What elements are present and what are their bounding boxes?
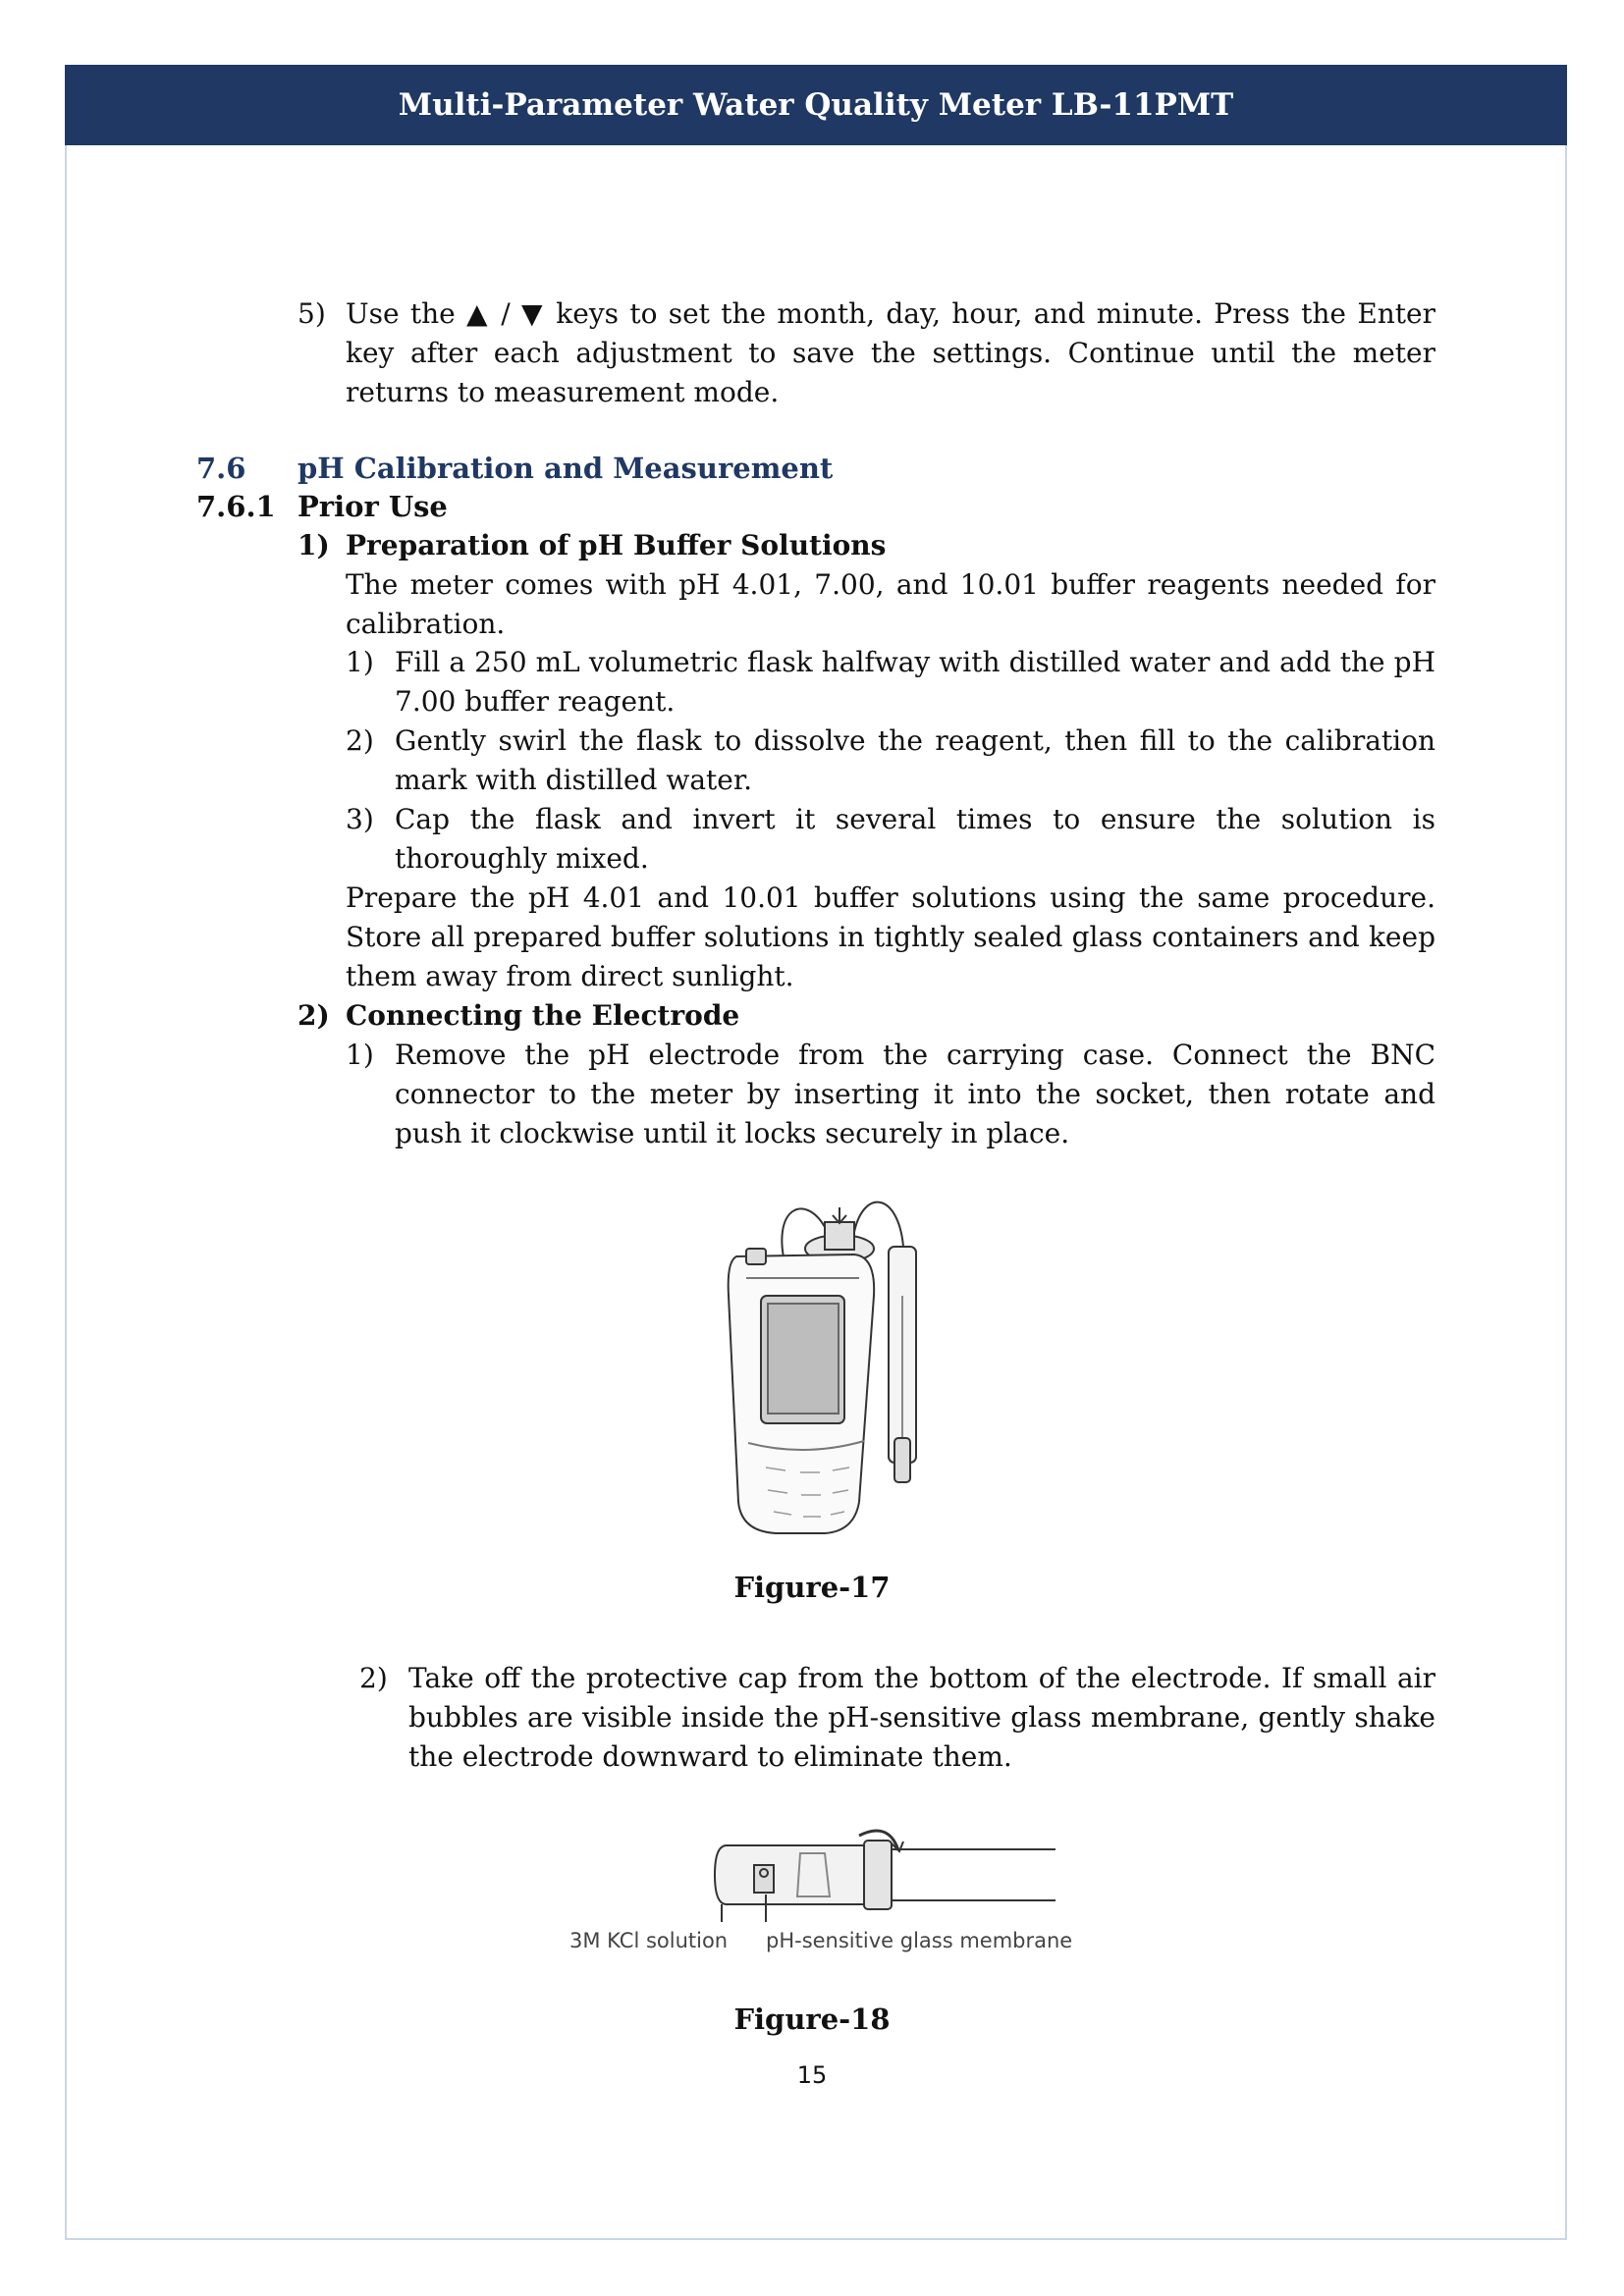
figure-caption: Figure-18 — [733, 2002, 891, 2036]
step-text: Cap the flask and invert it several times to ensure the solution is thoroughly mixed. — [395, 803, 1435, 875]
step-text: Remove the pH electrode from the carrying case. Connect the BNC connector to the meter by inserting it into the socket, then rotate and push it clockwise until it locks securely in place. — [395, 1039, 1435, 1149]
heading-title: Connecting the Electrode — [346, 999, 740, 1032]
page-number: 15 — [796, 2061, 828, 2089]
figure-caption: Figure-17 — [733, 1571, 891, 1604]
step-number: 3) — [346, 803, 374, 835]
step-number: 2) — [346, 724, 374, 757]
paragraph: Prepare the pH 4.01 and 10.01 buffer solutions using the same procedure. Store all prepared buffer solutions in tightly sealed glass containers and keep them away from direct sunlight. — [346, 881, 1435, 992]
meter-illustration — [717, 1188, 933, 1551]
heading-number: 2) — [298, 999, 330, 1032]
step-text: Gently swirl the flask to dissolve the reagent, then fill to the calibration mark with distilled water. — [395, 724, 1435, 796]
heading-title: Preparation of pH Buffer Solutions — [346, 529, 887, 561]
subsection-number: 7.6.1 — [196, 490, 276, 523]
header-title: Multi-Parameter Water Quality Meter LB-11PMT — [398, 87, 1234, 123]
step-number: 2) — [359, 1662, 388, 1694]
heading-number: 1) — [298, 529, 330, 561]
page-header — [65, 65, 1567, 145]
subsection-title: Prior Use — [298, 490, 448, 523]
step-number: 5) — [298, 297, 326, 330]
step-number: 1) — [346, 646, 374, 678]
paragraph: The meter comes with pH 4.01, 7.00, and 10.01 buffer reagents needed for calibration. — [346, 568, 1435, 640]
section-number: 7.6 — [196, 452, 246, 485]
section-title: pH Calibration and Measurement — [298, 452, 834, 485]
electrode-illustration — [707, 1826, 1060, 1924]
step-text: Use the ▲ / ▼ keys to set the month, day, hour, and minute. Press the Enter key after each adjustment to save the settings. Continue until the meter returns to measurement mode. — [346, 297, 1435, 408]
step-number: 1) — [346, 1039, 374, 1071]
figure-label: pH-sensitive glass membrane — [766, 1929, 1073, 1952]
step-text: Fill a 250 mL volumetric flask halfway with distilled water and add the pH 7.00 buffer reagent. — [395, 646, 1435, 718]
figure-label: 3M KCl solution — [569, 1929, 729, 1952]
step-text: Take off the protective cap from the bottom of the electrode. If small air bubbles are visible inside the pH-sensitive glass membrane, gently shake the electrode downward to eliminate them. — [408, 1662, 1435, 1773]
